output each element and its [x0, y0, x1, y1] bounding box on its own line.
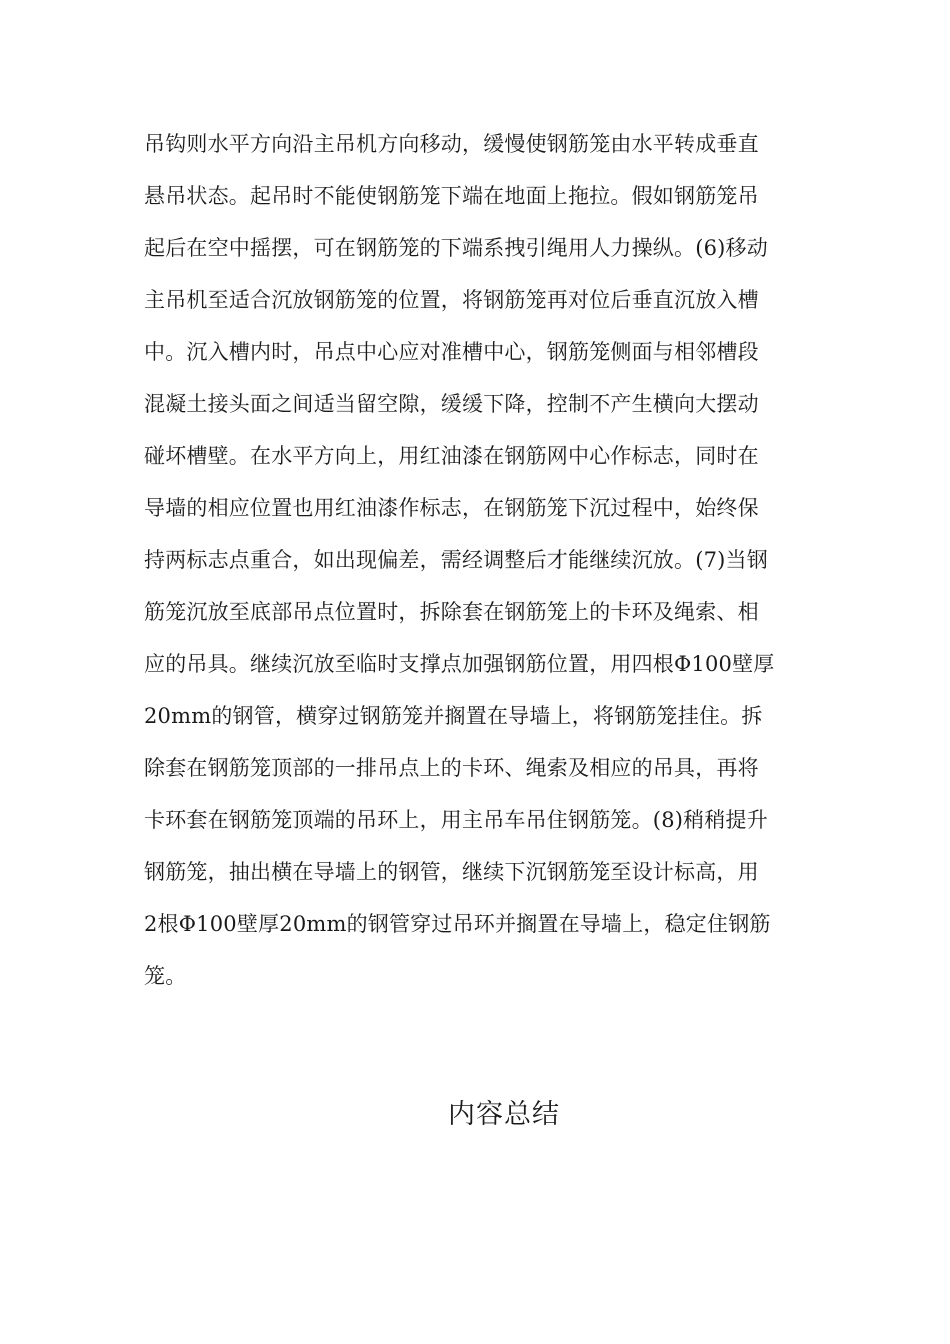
paragraph-line: 筋笼沉放至底部吊点位置时，拆除套在钢筋笼上的卡环及绳索、相 [144, 600, 759, 624]
paragraph-line: 持两标志点重合，如出现偏差，需经调整后才能继续沉放。(7)当钢 [144, 548, 768, 572]
paragraph-line: 起后在空中摇摆，可在钢筋笼的下端系拽引绳用人力操纵。(6)移动 [144, 236, 768, 260]
section-title: 内容总结 [448, 1099, 560, 1130]
paragraph-line: 20mm的钢管，横穿过钢筋笼并搁置在导墙上，将钢筋笼挂住。拆 [144, 704, 763, 728]
paragraph-line: 悬吊状态。起吊时不能使钢筋笼下端在地面上拖拉。假如钢筋笼吊 [144, 184, 759, 208]
paragraph-line: 应的吊具。继续沉放至临时支撑点加强钢筋位置，用四根Φ100壁厚 [144, 652, 775, 676]
paragraph-line: 笼。 [144, 964, 187, 988]
paragraph-line: 中。沉入槽内时，吊点中心应对准槽中心，钢筋笼侧面与相邻槽段 [144, 340, 759, 364]
paragraph-line: 主吊机至适合沉放钢筋笼的位置，将钢筋笼再对位后垂直沉放入槽 [144, 288, 759, 312]
paragraph-line: 卡环套在钢筋笼顶端的吊环上，用主吊车吊住钢筋笼。(8)稍稍提升 [144, 808, 768, 832]
paragraph-line: 2根Φ100壁厚20mm的钢管穿过吊环并搁置在导墙上，稳定住钢筋 [144, 912, 771, 936]
paragraph-line: 除套在钢筋笼顶部的一排吊点上的卡环、绳索及相应的吊具，再将 [144, 756, 759, 780]
paragraph-line: 导墙的相应位置也用红油漆作标志，在钢筋笼下沉过程中，始终保 [144, 496, 759, 520]
paragraph-line: 吊钩则水平方向沿主吊机方向移动，缓慢使钢筋笼由水平转成垂直 [144, 132, 759, 156]
paragraph-line: 混凝土接头面之间适当留空隙，缓缓下降，控制不产生横向大摆动 [144, 392, 759, 416]
paragraph-line: 钢筋笼，抽出横在导墙上的钢管，继续下沉钢筋笼至设计标高，用 [144, 860, 759, 884]
body-paragraph [144, 118, 808, 1002]
paragraph-line: 碰坏槽壁。在水平方向上，用红油漆在钢筋网中心作标志，同时在 [144, 444, 759, 468]
